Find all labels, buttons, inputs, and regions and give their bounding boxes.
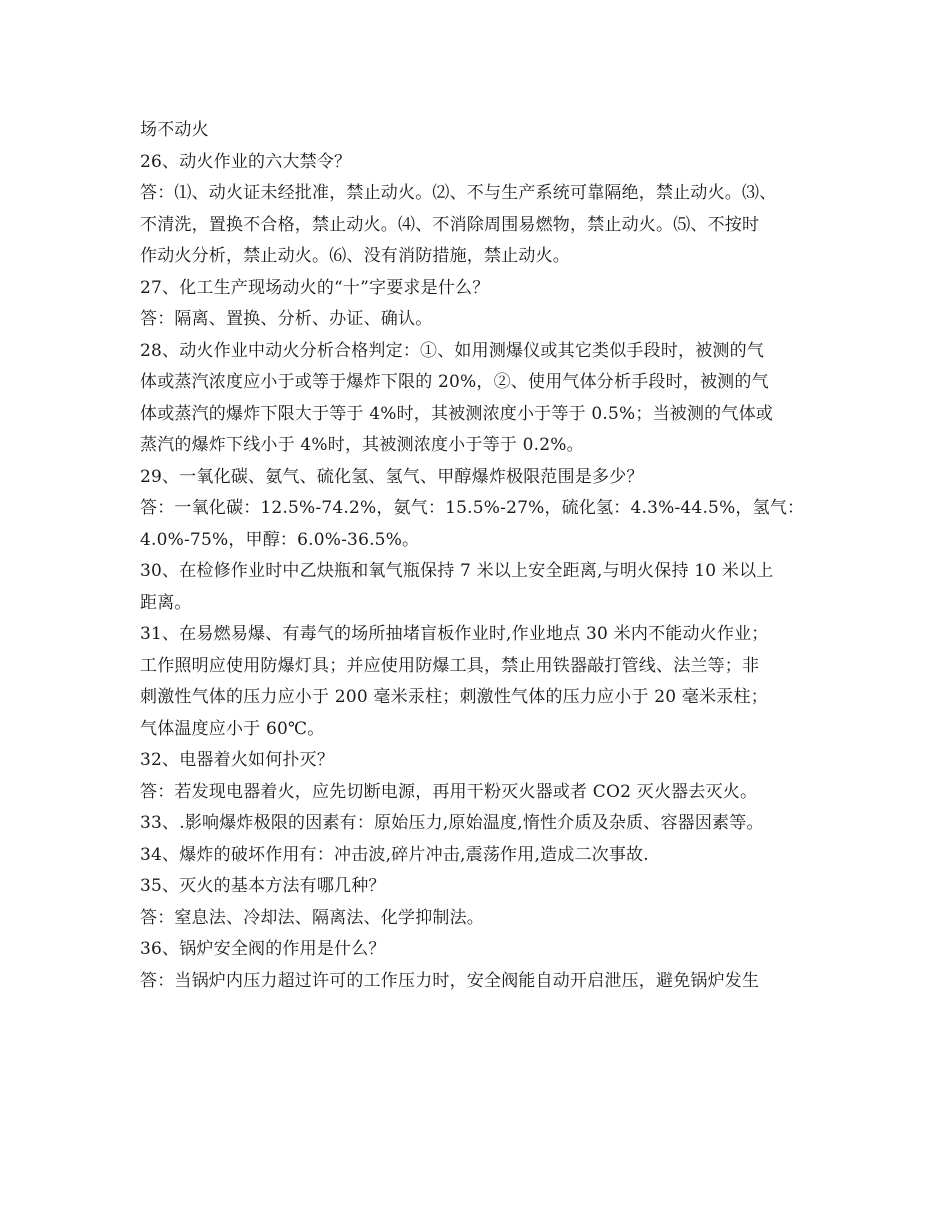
- question-30: 30、在检修作业时中乙炔瓶和氧气瓶保持 7 米以上安全距离,与明火保持 10 米以上: [140, 561, 774, 581]
- text-line: 场不动火: [140, 120, 209, 140]
- text-line: 答：⑴、动火证未经批准，禁止动火。⑵、不与生产系统可靠隔绝，禁止动火。⑶、: [140, 183, 777, 203]
- question-36: 36、锅炉安全阀的作用是什么？: [140, 939, 386, 959]
- question-33: 33、.影响爆炸极限的因素有：原始压力,原始温度,惰性介质及杂质、容器因素等。: [140, 813, 764, 833]
- text-line: 答：若发现电器着火，应先切断电源，再用干粉灭火器或者 CO2 灭火器去灭火。: [140, 781, 758, 802]
- question-27: 27、化工生产现场动火的“十”字要求是什么？: [140, 277, 490, 298]
- text-line: 距离。: [140, 592, 192, 613]
- question-35: 35、灭火的基本方法有哪几种？: [140, 876, 386, 896]
- text-line: 气体温度应小于 60℃。: [140, 718, 325, 739]
- text-line: 4.0%-75%，甲醇：6.0%-36.5%。: [140, 529, 420, 550]
- text-line: 蒸汽的爆炸下线小于 4%时，其被测浓度小于等于 0.2%。: [140, 435, 584, 455]
- question-26: 26、动火作业的六大禁令？: [140, 151, 352, 172]
- question-29: 29、一氧化碳、氨气、硫化氢、氢气、甲醇爆炸极限范围是多少？: [140, 466, 644, 487]
- question-32: 32、电器着火如何扑灭？: [140, 750, 335, 770]
- document-body: [140, 115, 825, 997]
- text-line: 不清洗，置换不合格，禁止动火。⑷、不消除周围易燃物，禁止动火。⑸、不按时: [140, 214, 760, 235]
- text-line: 体或蒸汽的爆炸下限大于等于 4%时，其被测浓度小于等于 0.5%；当被测的气体或: [140, 403, 773, 424]
- question-28: 28、动火作业中动火分析合格判定：①、如用测爆仪或其它类似手段时，被测的气: [140, 340, 765, 361]
- question-31: 31、在易燃易爆、有毒气的场所抽堵盲板作业时,作业地点 30 米内不能动火作业；: [140, 624, 769, 644]
- text-line: 工作照明应使用防爆灯具；并应使用防爆工具，禁止用铁器敲打管线、法兰等；非: [140, 655, 760, 676]
- text-line: 答：当锅炉内压力超过许可的工作压力时，安全阀能自动开启泄压，避免锅炉发生: [140, 970, 760, 991]
- text-line: 答：窒息法、冷却法、隔离法、化学抑制法。: [140, 907, 484, 928]
- text-line: 答：一氧化碳：12.5%-74.2%，氨气：15.5%-27%，硫化氢：4.3%-44.5%，氢气：: [140, 498, 805, 518]
- text-line: 刺激性气体的压力应小于 200 毫米汞柱；刺激性气体的压力应小于 20 毫米汞柱；: [140, 687, 768, 707]
- text-line: 作动火分析，禁止动火。⑹、没有消防措施，禁止动火。: [140, 246, 570, 266]
- question-34: 34、爆炸的破坏作用有：冲击波,碎片冲击,震荡作用,造成二次事故.: [140, 844, 649, 865]
- text-line: 体或蒸汽浓度应小于或等于爆炸下限的 20%，②、使用气体分析手段时，被测的气: [140, 372, 769, 392]
- text-line: 答：隔离、置换、分析、办证、确认。: [140, 309, 433, 329]
